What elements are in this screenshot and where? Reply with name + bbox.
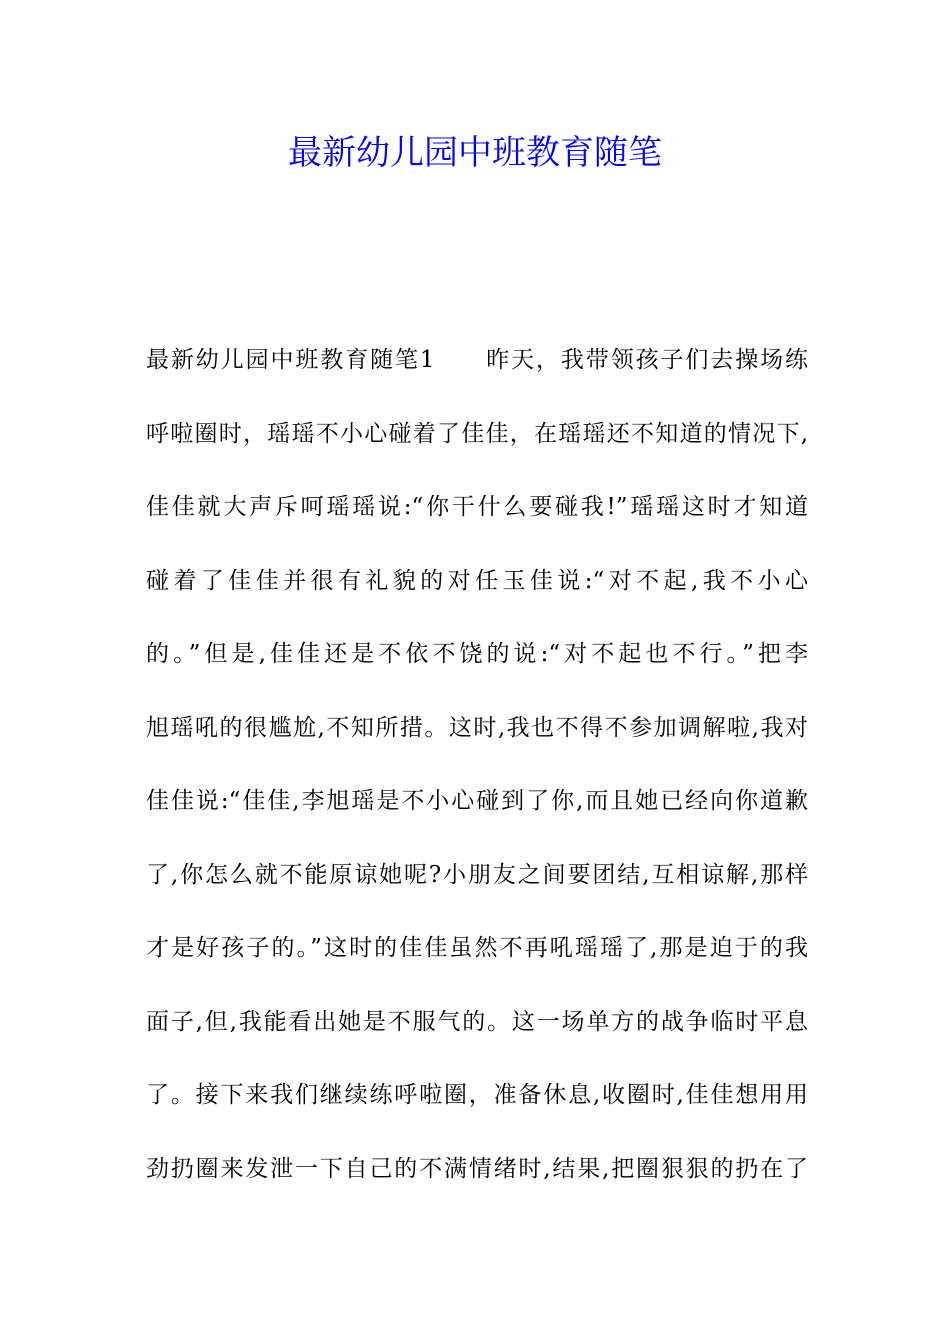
body-line: 才是好孩子的。”这时的佳佳虽然不再吼瑶瑶了,那是迫于的我 (146, 935, 808, 961)
body-line: 呼啦圈时，瑶瑶不小心碰着了佳佳，在瑶瑶还不知道的情况下, (146, 420, 808, 447)
body-line: 劲扔圈来发泄一下自己的不满情绪时,结果,把圈狠狠的扔在了 (146, 1155, 808, 1182)
body-line: 面子,但,我能看出她是不服气的。这一场单方的战争临时平息 (146, 1008, 808, 1035)
body-line: 旭瑶吼的很尴尬,不知所措。这时,我也不得不参加调解啦,我对 (146, 714, 808, 741)
body-line: 了。接下来我们继续练呼啦圈，准备休息,收圈时,佳佳想用用 (146, 1082, 808, 1108)
body-line: 佳佳说:“佳佳,李旭瑶是不小心碰到了你,而且她已经向你道歉 (146, 788, 808, 814)
document-title: 最新幼儿园中班教育随笔 (288, 133, 662, 173)
body-line: 碰着了佳佳并很有礼貌的对任玉佳说:“对不起,我不小心 (146, 567, 808, 594)
body-line: 最新幼儿园中班教育随笔1 昨天，我带领孩子们去操场练 (146, 347, 808, 373)
body-line: 了,你怎么就不能原谅她呢?小朋友之间要团结,互相谅解,那样 (146, 861, 808, 888)
body-line: 佳佳就大声斥呵瑶瑶说:“你干什么要碰我!”瑶瑶这时才知道 (146, 494, 808, 520)
body-line: 的。”但是,佳佳还是不依不饶的说:“对不起也不行。”把李 (146, 641, 808, 667)
document-body (146, 333, 808, 1215)
